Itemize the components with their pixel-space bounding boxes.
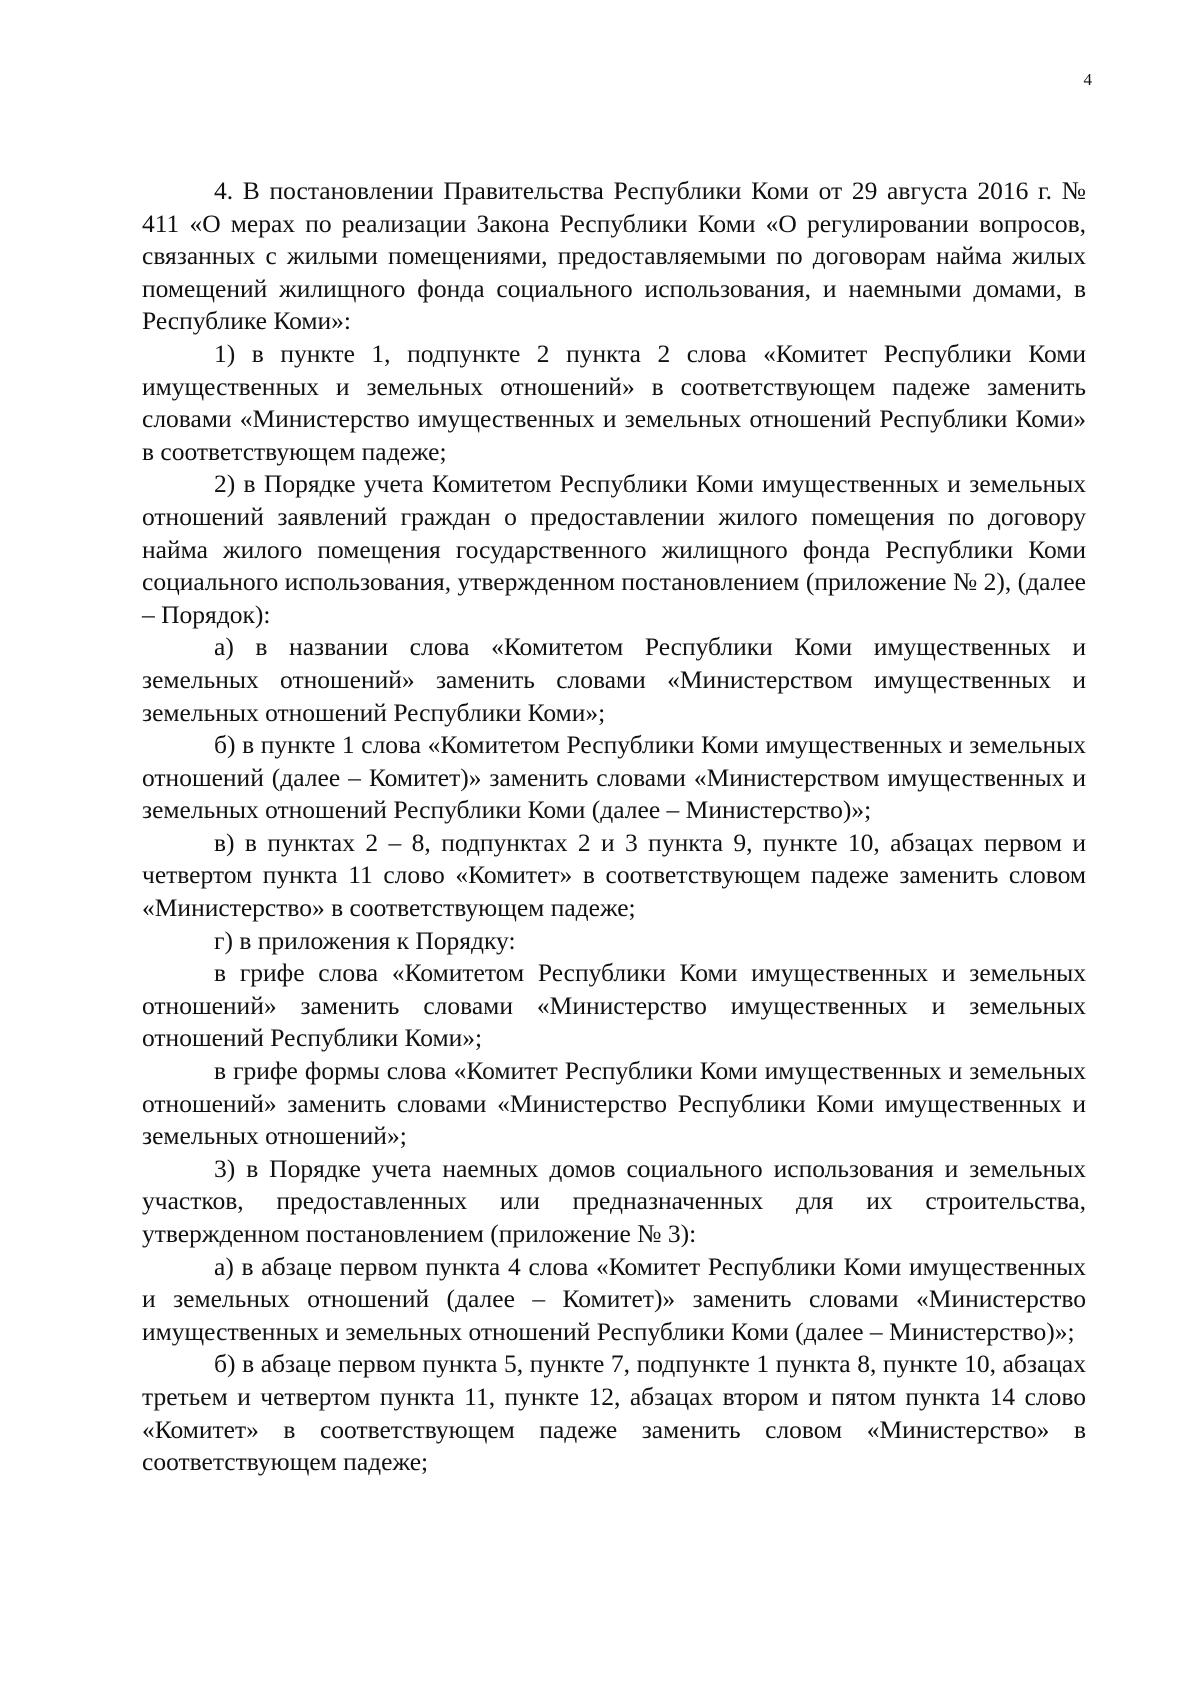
paragraph-subitem-3a: а) в абзаце первом пункта 4 слова «Комитет Республики Коми имущественных и земельных отношений (далее – Комитет)» заменить словами «Министерство имущественных и земельных отношений Республики Коми (далее – Министерство)»;	[142, 1251, 1086, 1346]
paragraph-grif-2: в грифе формы слова «Комитет Республики Коми имущественных и земельных отношений» заменить словами «Министерство Республики Коми имущественных и земельных отношений»;	[142, 1056, 1086, 1151]
paragraph-subitem-2g: г) в приложения к Порядку:	[214, 925, 516, 955]
document-body	[142, 175, 1086, 1479]
paragraph-subitem-2b: б) в пункте 1 слова «Комитетом Республики Коми имущественных и земельных отношений (далее – Комитет)» заменить словами «Министерством имущественных и земельных отношений Республики Коми (далее – Министерство)»;	[142, 730, 1086, 825]
paragraph-subitem-3b: б) в абзаце первом пункта 5, пункте 7, подпункте 1 пункта 8, пункте 10, абзацах третьем и четвертом пункта 11, пункте 12, абзацах втором и пятом пункта 14 слово «Комитет» в соответствующем падеже заменить словом «Министерство» в соответствующем падеже;	[142, 1349, 1086, 1477]
paragraph-subitem-2v: в) в пунктах 2 – 8, подпунктах 2 и 3 пункта 9, пункте 10, абзацах первом и четвертом пункта 11 слово «Комитет» в соответствующем падеже заменить словом «Министерство» в соответствующем падеже;	[142, 827, 1086, 923]
paragraph-subitem-2: 2) в Порядке учета Комитетом Республики Коми имущественных и земельных отношений заявлений граждан о предоставлении жилого помещения по договору найма жилого помещения государственного жилищного фонда Республики Коми социального использования, утвержденном постановлением (приложение № 2), (далее – Порядок):	[142, 469, 1086, 629]
paragraph-grif-1: в грифе слова «Комитетом Республики Коми имущественных и земельных отношений» заменить словами «Министерство имущественных и земельных отношений Республики Коми»;	[142, 958, 1086, 1053]
page-number: 4	[1083, 70, 1092, 89]
paragraph-subitem-3: 3) в Порядке учета наемных домов социального использования и земельных участков, предоставленных или предназначенных для их строительства, утвержденном постановлением (приложение № 3):	[142, 1153, 1086, 1248]
paragraph-subitem-1: 1) в пункте 1, подпункте 2 пункта 2 слова «Комитет Республики Коми имущественных и земельных отношений» в соответствующем падеже заменить словами «Министерство имущественных и земельных отношений Республики Коми» в соответствующем падеже;	[142, 338, 1086, 466]
paragraph-subitem-2a: а) в названии слова «Комитетом Республики Коми имущественных и земельных отношений» заменить словами «Министерством имущественных и земельных отношений Республики Коми»;	[142, 632, 1086, 727]
paragraph-item-4: 4. В постановлении Правительства Республики Коми от 29 августа 2016 г. № 411 «О мерах по реализации Закона Республики Коми «О регулировании вопросов, связанных с жилыми помещениями, предоставляемыми по договорам найма жилых помещений жилищного фонда социального использования, и наемными домами, в Республике Коми»:	[142, 176, 1086, 336]
